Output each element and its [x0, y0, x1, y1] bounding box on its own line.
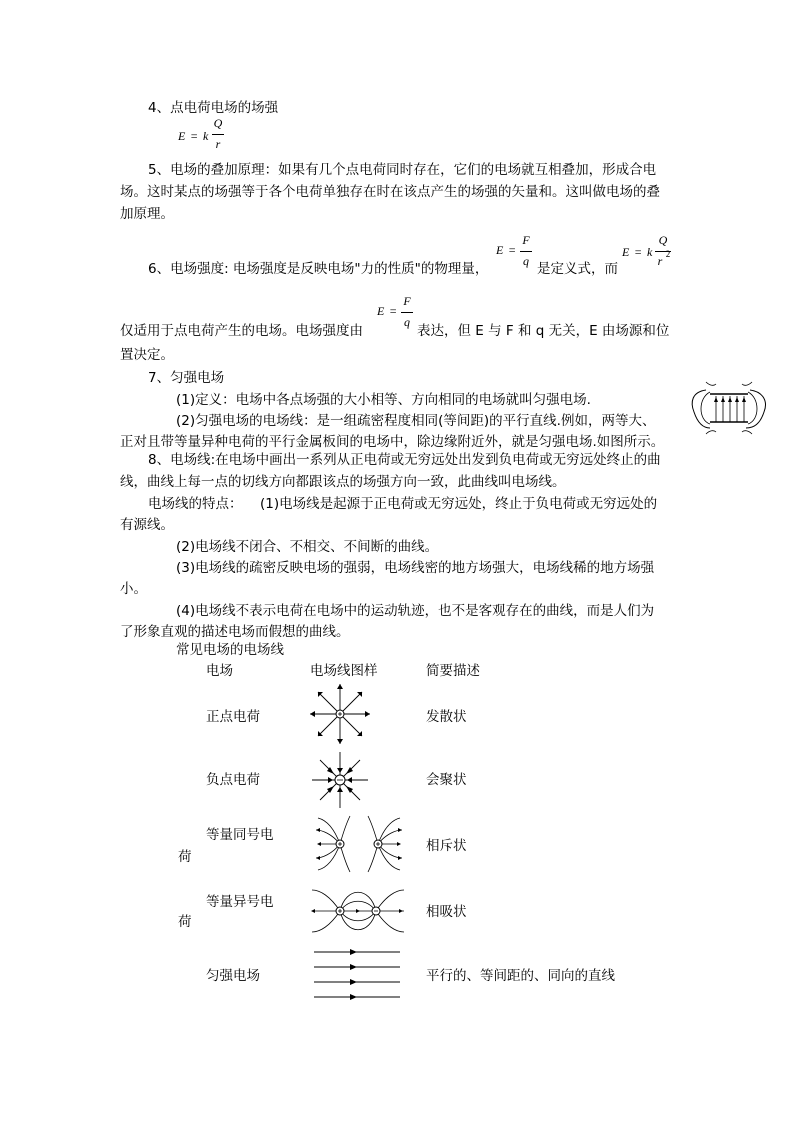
row-negative-field: 负点电荷 [206, 772, 260, 788]
opposite-charges-field-lines-icon [310, 880, 406, 942]
uniform-field-lines-text-b: 正对且带等量异种电荷的平行金属板间的电场中，除边缘附近外，就是匀强电场.如图所示。 [120, 434, 665, 450]
section-6-line-2a: 仅适用于点电荷产生的电场。电场强度由 [120, 323, 363, 339]
row-uniform-field: 匀强电场 [206, 968, 260, 984]
section-8-line-1: 8、电场线:在电场中画出一系列从正电荷或无穷远处出发到负电荷或无穷远处终止的曲 [148, 452, 661, 468]
feature-3a: (3)电场线的疏密反映电场的强弱，电场线密的地方场强大，电场线稀的地方场强 [176, 560, 655, 576]
field-line-features-label: 电场线的特点： [148, 496, 243, 512]
like-charges-field-lines-icon [316, 814, 402, 874]
section-5-line-2: 场。这时某点的场强等于各个电荷单独存在时在该点产生的场强的矢量和。这叫做电场的叠 [120, 184, 660, 200]
row-opposite-field: 等量异号电 [206, 894, 274, 910]
uniform-field-lines-text-a: (2)匀强电场的电场线：是一组疏密程度相同(等间距)的平行直线.例如，两等大、 [176, 413, 656, 429]
section-6-line-2b: 表达，但 E 与 F 和 q 无关，E 由场源和位 [417, 323, 670, 339]
section-6-text: 6、电场强度: 电场强度是反映电场"力的性质"的物理量， [148, 261, 489, 277]
positive-charge-field-lines-icon [308, 682, 372, 746]
feature-4b: 了形象直观的描述电场而假想的曲线。 [120, 624, 350, 640]
feature-1a: (1)电场线是起源于正电荷或无穷远处，终止于负电荷或无穷远处的 [260, 496, 658, 512]
row-positive-desc: 发散状 [426, 709, 467, 725]
feature-3b: 小。 [120, 581, 147, 597]
parallel-plate-capacitor-figure [684, 372, 774, 444]
section-6-text-2: 是定义式，而 [537, 261, 618, 277]
header-description: 简要描述 [426, 663, 480, 679]
negative-charge-field-lines-icon [310, 750, 370, 810]
row-like-field: 等量同号电 [206, 827, 274, 843]
section-5-line-3: 加原理。 [120, 206, 174, 222]
section-6-line-3: 置决定。 [120, 347, 174, 363]
row-like-desc: 相斥状 [426, 838, 467, 854]
header-field: 电场 [206, 663, 233, 679]
section-7-title: 7、匀强电场 [148, 370, 225, 386]
section-8-line-2: 线，曲线上每一点的切线方向都跟该点的场强方向一致，此曲线叫电场线。 [120, 474, 566, 490]
row-negative-desc: 会聚状 [426, 772, 467, 788]
row-positive-field: 正点电荷 [206, 709, 260, 725]
feature-2: (2)电场线不闭合、不相交、不间断的曲线。 [176, 539, 439, 555]
row-like-field-wrap: 荷 [178, 849, 192, 865]
row-uniform-desc: 平行的、等间距的、同向的直线 [426, 968, 615, 984]
section-5-line-1: 5、电场的叠加原理：如果有几个点电荷同时存在，它们的电场就互相叠加，形成合电 [148, 162, 657, 178]
uniform-field-lines-icon [314, 948, 400, 1002]
header-diagram: 电场线图样 [310, 663, 378, 679]
section-4-title: 4、点电荷电场的场强 [148, 100, 279, 116]
uniform-field-definition: (1)定义：电场中各点场强的大小相等、方向相同的电场就叫匀强电场. [176, 392, 591, 408]
row-opposite-field-wrap: 荷 [178, 914, 192, 930]
table-caption: 常见电场的电场线 [176, 642, 284, 658]
row-opposite-desc: 相吸状 [426, 904, 467, 920]
feature-1b: 有源线。 [120, 517, 174, 533]
feature-4a: (4)电场线不表示电荷在电场中的运动轨迹，也不是客观存在的曲线，而是人们为 [176, 603, 655, 619]
